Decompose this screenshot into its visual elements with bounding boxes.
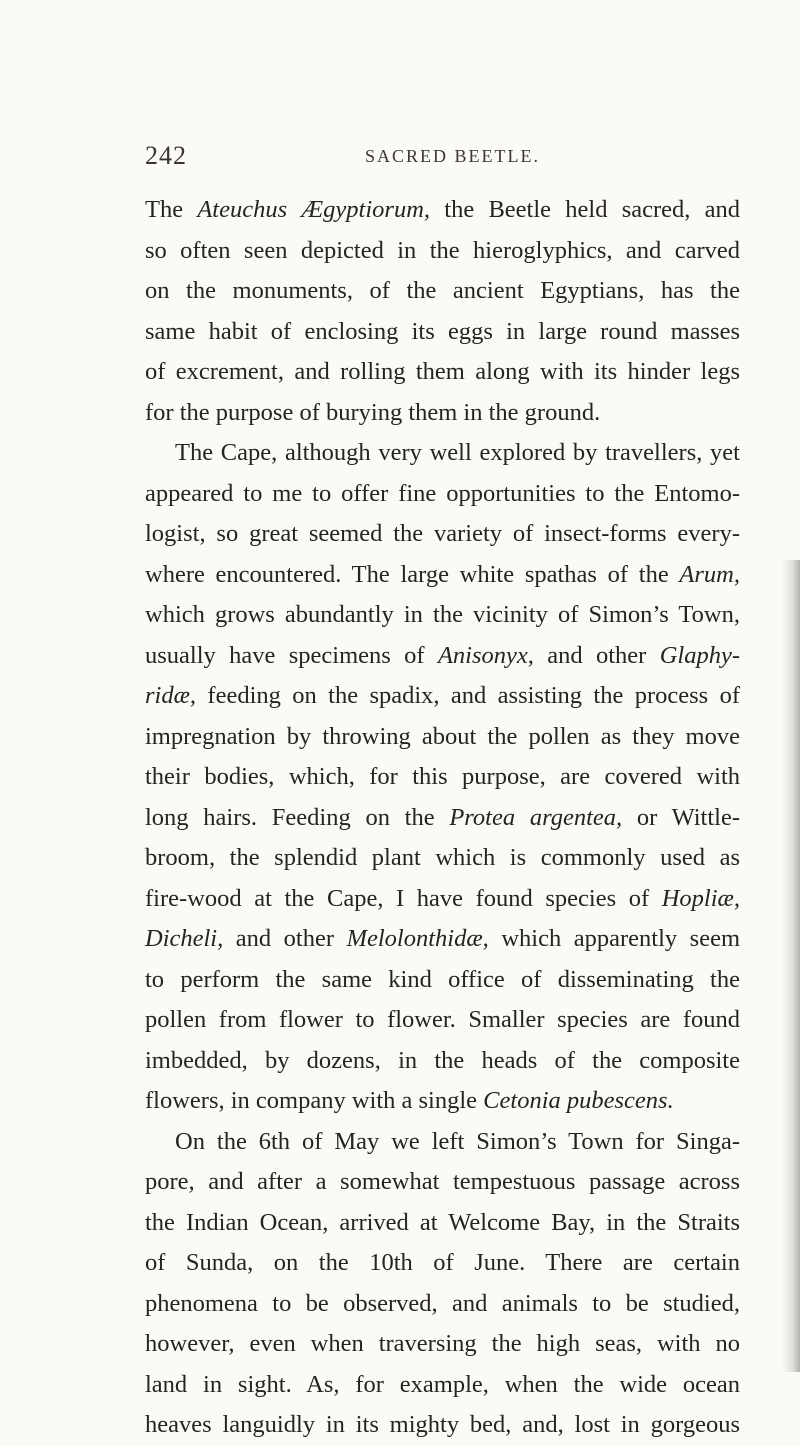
text-line bbox=[145, 1041, 740, 1082]
text-segment: or Wittle- bbox=[622, 803, 740, 831]
page-header bbox=[145, 136, 740, 176]
text-line bbox=[145, 393, 740, 434]
text-segment: which apparently seem bbox=[488, 925, 740, 952]
text-line bbox=[145, 636, 740, 677]
text-segment: heaves languidly in its mighty bed, and, lost in gorgeous bbox=[145, 1411, 740, 1438]
page-number: 242 bbox=[145, 141, 187, 170]
text-line bbox=[145, 1365, 740, 1406]
italic-text: ridæ, bbox=[145, 682, 197, 709]
text-segment: on the monuments, of the ancient Egyptians, has the bbox=[145, 277, 740, 304]
running-title: SACRED BEETLE. bbox=[365, 146, 540, 166]
italic-text: Arum, bbox=[679, 560, 740, 588]
text-segment: and other bbox=[223, 925, 347, 952]
text-segment: where encountered. The large white spathas of the bbox=[145, 560, 680, 588]
text-line bbox=[145, 595, 740, 636]
italic-text: Cetonia pubescens. bbox=[483, 1087, 674, 1114]
text-line bbox=[145, 514, 740, 555]
text-segment: feeding on the spadix, and assisting the process of bbox=[196, 682, 740, 709]
text-segment: of excrement, and rolling them along with its hinder legs bbox=[145, 358, 740, 385]
text-segment: the Indian Ocean, arrived at Welcome Bay, in the Straits bbox=[145, 1208, 740, 1236]
text-segment: and other bbox=[533, 641, 660, 669]
text-line bbox=[145, 757, 740, 798]
text-line bbox=[145, 717, 740, 758]
text-segment: which grows abundantly in the vicinity of Simon’s Town, bbox=[145, 601, 740, 628]
text-line bbox=[145, 879, 740, 920]
text-line bbox=[145, 960, 740, 1001]
text-segment: phenomena to be observed, and animals to be studied, bbox=[145, 1289, 740, 1317]
text-segment: fire-wood at the Cape, I have found species of bbox=[145, 884, 662, 912]
text-segment: usually have specimens of bbox=[145, 641, 438, 669]
text-line bbox=[145, 1203, 740, 1244]
text-segment: their bodies, which, for this purpose, are covered with bbox=[145, 763, 740, 790]
text-segment: The Cape, although very well explored by travellers, yet bbox=[175, 439, 740, 466]
text-segment: for the purpose of burying them in the ground. bbox=[145, 398, 601, 426]
text-segment: imbedded, by dozens, in the heads of the composite bbox=[145, 1046, 740, 1074]
text-line bbox=[145, 271, 740, 312]
text-segment: broom, the splendid plant which is commonly used as bbox=[145, 844, 740, 871]
text-line bbox=[145, 1081, 740, 1122]
text-line bbox=[145, 1243, 740, 1284]
text-line bbox=[145, 919, 740, 960]
text-segment: On the 6th of May we left Simon’s Town for Singa- bbox=[175, 1127, 740, 1155]
text-segment: however, even when traversing the high seas, with no bbox=[145, 1330, 740, 1357]
text-segment: The bbox=[145, 196, 198, 223]
text-segment: the Beetle held sacred, and bbox=[430, 196, 741, 223]
body-text bbox=[145, 190, 740, 1446]
text-segment: pollen from flower to flower. Smaller species are found bbox=[145, 1006, 740, 1033]
text-segment: so often seen depicted in the hieroglyphics, and carved bbox=[145, 236, 740, 264]
italic-text: Glaphy- bbox=[659, 641, 740, 669]
text-segment: flowers, in company with a single bbox=[145, 1087, 484, 1114]
text-line bbox=[145, 190, 740, 231]
text-segment: appeared to me to offer fine opportunities to the Entomo- bbox=[145, 479, 740, 507]
text-segment: same habit of enclosing its eggs in large round masses bbox=[145, 317, 740, 345]
text-line bbox=[145, 798, 740, 839]
text-segment: land in sight. As, for example, when the wide ocean bbox=[145, 1370, 740, 1398]
text-line bbox=[145, 838, 740, 879]
text-line bbox=[145, 555, 740, 596]
text-segment: pore, and after a somewhat tempestuous passage across bbox=[145, 1168, 740, 1195]
page-edge-shadow bbox=[782, 560, 800, 1372]
italic-text: Hopliæ, bbox=[661, 884, 740, 912]
text-line bbox=[145, 312, 740, 353]
text-line bbox=[145, 1405, 740, 1446]
italic-text: Ateuchus Ægyptiorum, bbox=[197, 196, 431, 223]
text-line bbox=[145, 474, 740, 515]
italic-text: Dicheli, bbox=[145, 925, 224, 952]
text-line bbox=[145, 231, 740, 272]
text-segment: impregnation by throwing about the pollen as they move bbox=[145, 722, 740, 750]
italic-text: Melolonthidæ, bbox=[346, 925, 489, 952]
text-line bbox=[145, 433, 740, 474]
text-segment: long hairs. Feeding on the bbox=[145, 803, 450, 831]
text-line bbox=[145, 1162, 740, 1203]
text-line bbox=[145, 1000, 740, 1041]
text-segment: to perform the same kind office of disseminating the bbox=[145, 965, 740, 993]
text-segment: logist, so great seemed the variety of insect-forms every- bbox=[145, 520, 740, 547]
text-line bbox=[145, 1324, 740, 1365]
text-line bbox=[145, 352, 740, 393]
text-line bbox=[145, 1284, 740, 1325]
text-segment: of Sunda, on the 10th of June. There are certain bbox=[145, 1249, 740, 1276]
text-line bbox=[145, 1122, 740, 1163]
italic-text: Anisonyx, bbox=[437, 641, 534, 669]
italic-text: Protea argentea, bbox=[449, 803, 623, 831]
text-line bbox=[145, 676, 740, 717]
